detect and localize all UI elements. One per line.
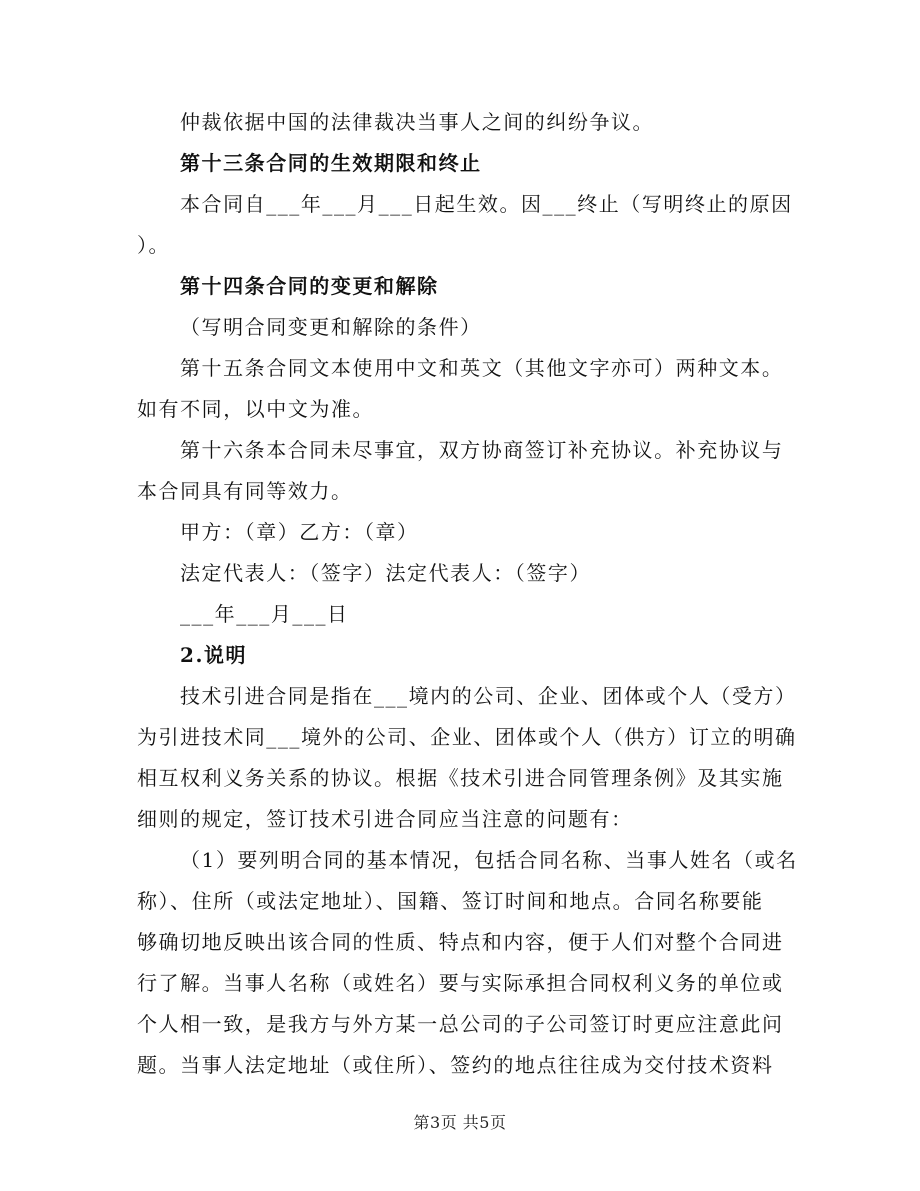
paragraph-line: 相互权利义务关系的协议。根据《技术引进合同管理条例》及其实施 [137,766,784,790]
section-heading: 2.说明 [180,643,248,667]
paragraph-line: 仲裁依据中国的法律裁决当事人之间的纠纷争议。 [180,110,655,134]
paragraph-line: 第十五条合同文本使用中文和英文（其他文字亦可）两种文本。 [180,356,784,380]
paragraph-line: ）。 [137,233,171,257]
paragraph-line: 题。当事人法定地址（或住所）、签约的地点往往成为交付技术资料 [137,1053,774,1077]
section-heading: 第十三条合同的生效期限和终止 [180,151,482,175]
paragraph-line: 行了解。当事人名称（或姓名）要与实际承担合同权利义务的单位或 [137,971,784,995]
paragraph-line: （1）要列明合同的基本情况，包括合同名称、当事人姓名（或名 [180,848,798,872]
section-heading: 第十四条合同的变更和解除 [180,274,439,298]
paragraph-line: 如有不同，以中文为准。 [137,397,375,421]
signature-representative-line: 法定代表人：（签字）法定代表人：（签字） [180,561,591,585]
paragraph-line: 技术引进合同是指在___境内的公司、企业、团体或个人（受方） [180,684,797,708]
paragraph-line: 第十六条本合同未尽事宜，双方协商签订补充协议。补充协议与 [180,438,784,462]
paragraph-line: 本合同具有同等效力。 [137,479,353,503]
paragraph-line: 个人相一致，是我方与外方某一总公司的子公司签订时更应注意此问 [137,1012,784,1036]
paragraph-line: （写明合同变更和解除的条件） [180,315,482,339]
paragraph-line: 够确切地反映出该合同的性质、特点和内容，便于人们对整个合同进 [137,930,784,954]
paragraph-line: 本合同自___年___月___日起生效。因___终止（写明终止的原因 [180,192,793,216]
paragraph-line: 为引进技术同___境外的公司、企业、团体或个人（供方）订立的明确 [137,725,797,749]
date-line: ___年___月___日 [180,602,349,626]
page-number: 第3页 共5页 [413,1113,507,1132]
paragraph-line: 称）、住所（或法定地址）、国籍、签订时间和地点。合同名称要能 [137,889,764,913]
signature-party-line: 甲方：（章）乙方：（章） [180,520,419,544]
paragraph-line: 细则的规定，签订技术引进合同应当注意的问题有： [137,807,633,831]
